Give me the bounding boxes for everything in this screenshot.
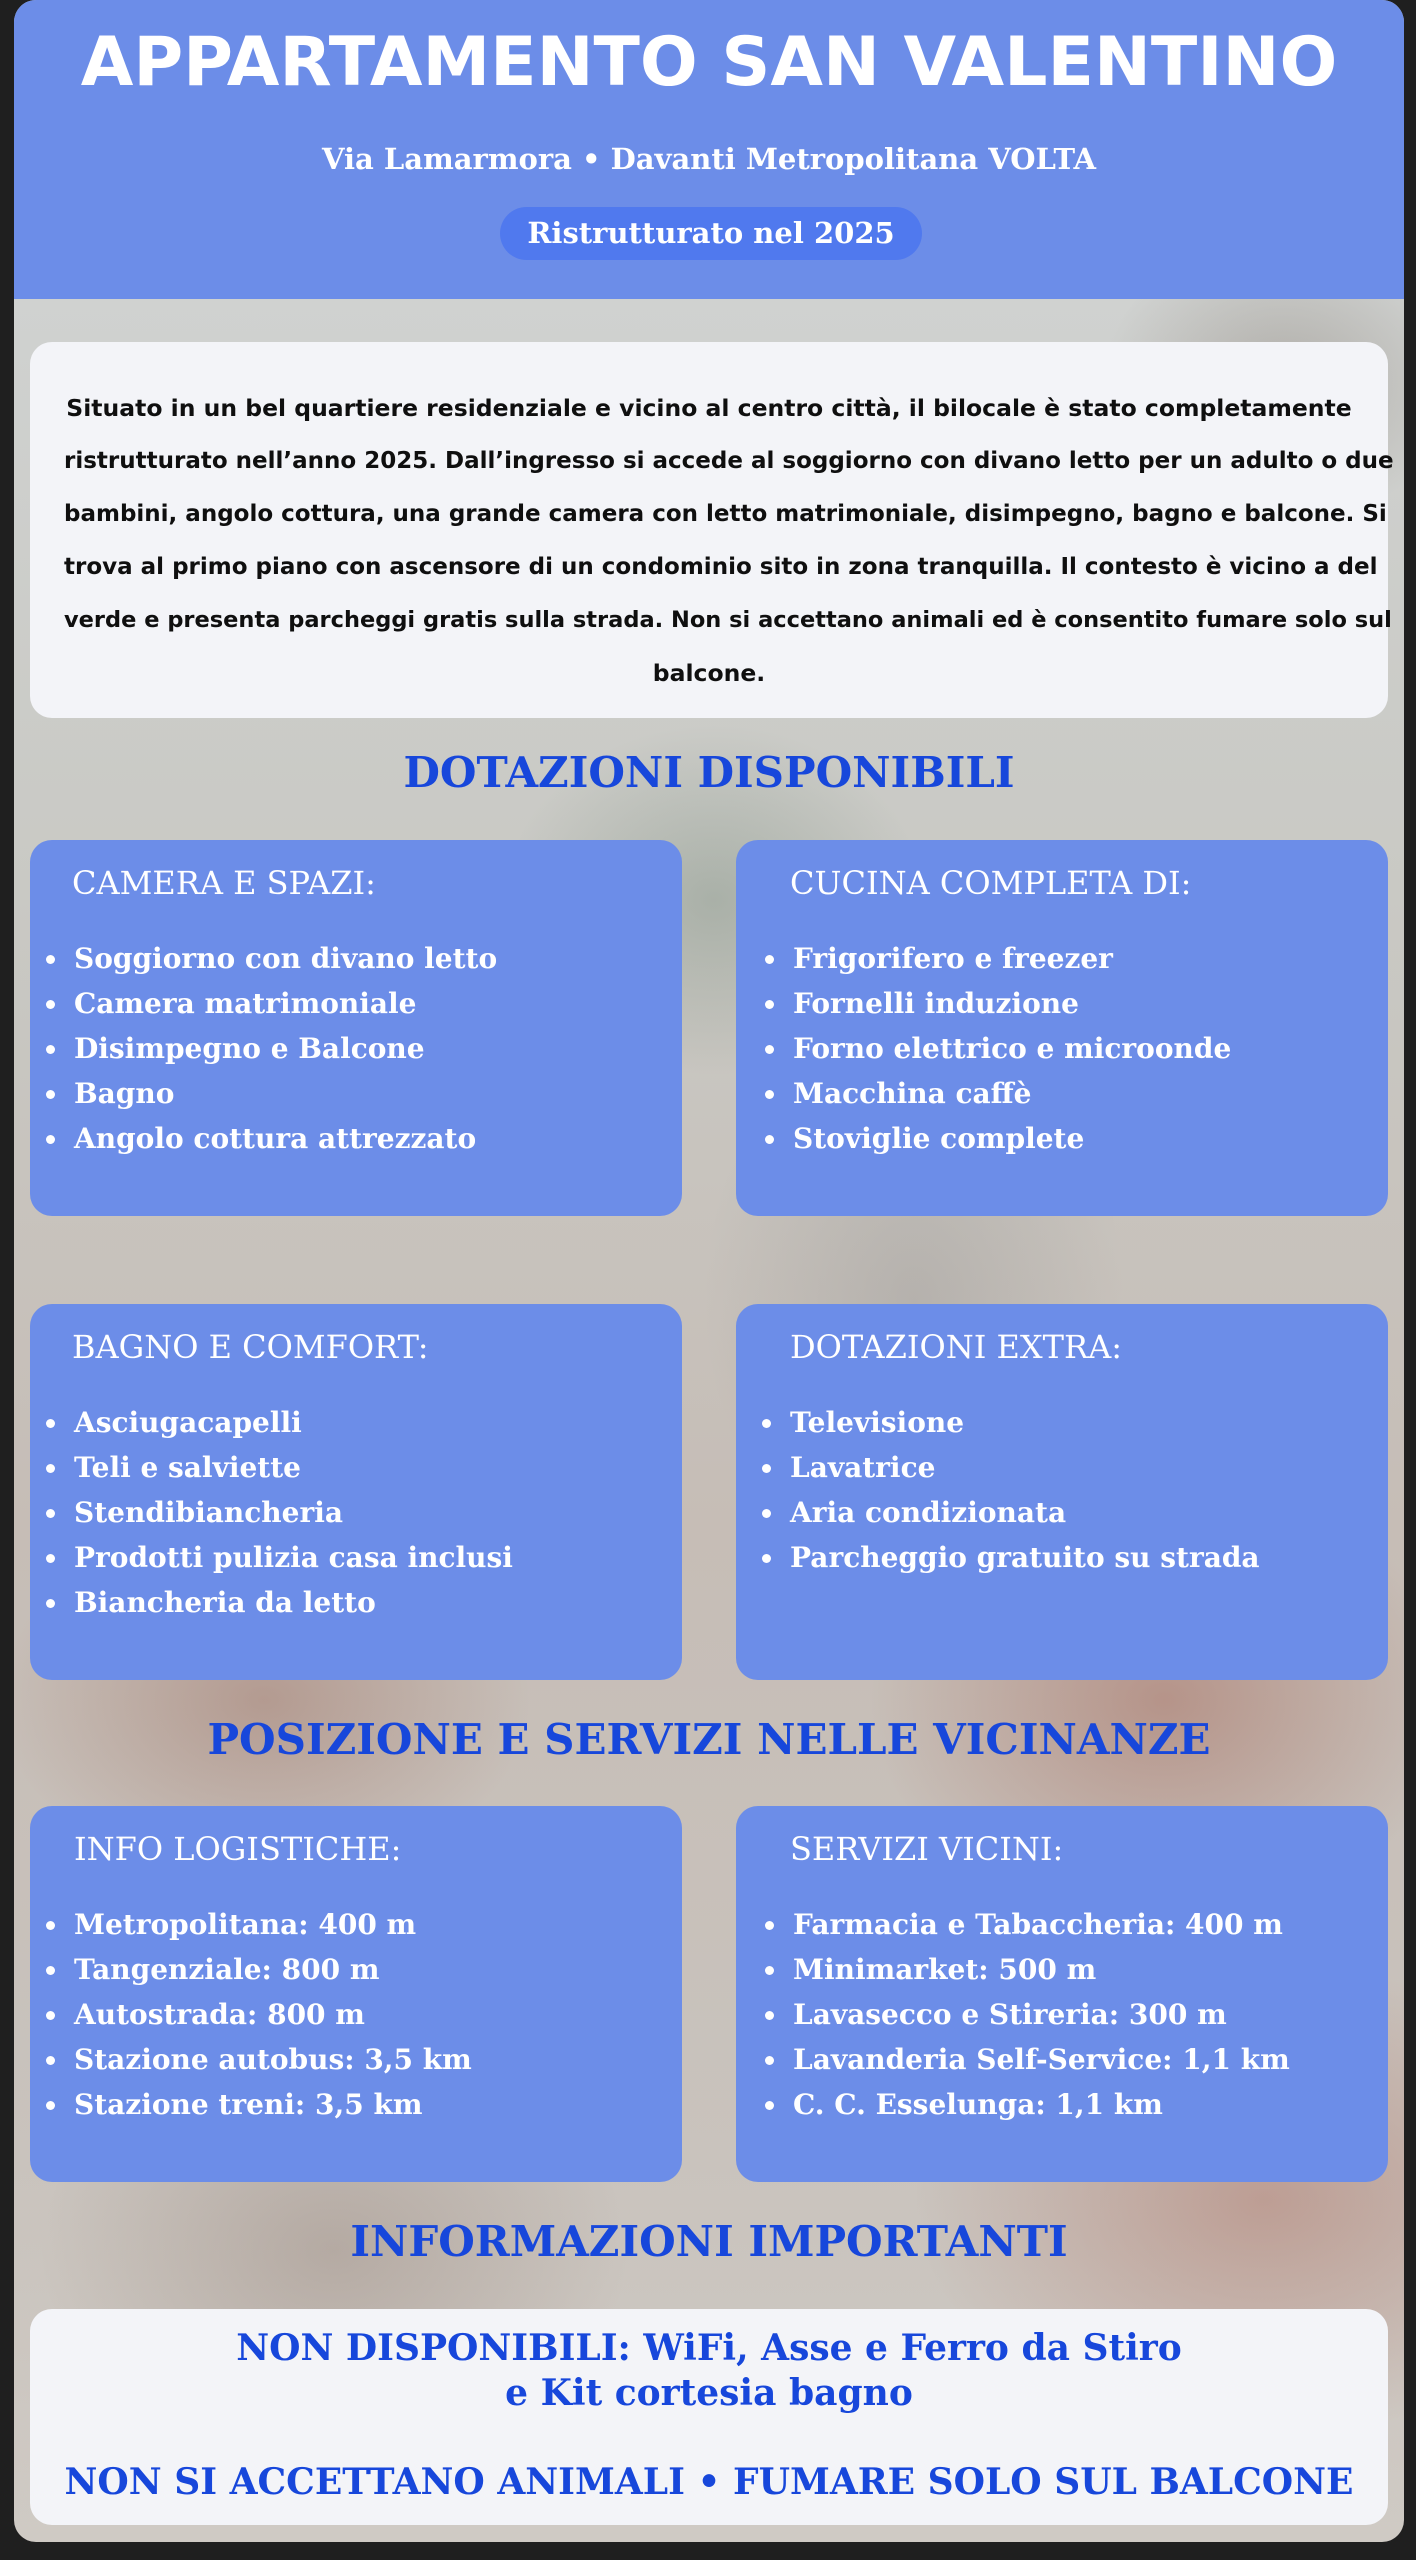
list-item: Macchina caffè xyxy=(793,1071,1231,1116)
header-banner xyxy=(14,0,1404,299)
list-item: Stendibiancheria xyxy=(74,1490,513,1535)
list-item: Lavatrice xyxy=(790,1445,1260,1490)
address-subtitle: Via Lamarmora • Davanti Metropolitana VOLTA xyxy=(322,142,1096,176)
card-title: BAGNO E COMFORT: xyxy=(72,1328,429,1366)
list-item: Angolo cottura attrezzato xyxy=(74,1116,497,1161)
flyer-page xyxy=(14,0,1404,2542)
not-available-line-2: e Kit cortesia bagno xyxy=(505,2372,913,2414)
section-title-informazioni: INFORMAZIONI IMPORTANTI xyxy=(350,2217,1068,2266)
list-item: Fornelli induzione xyxy=(793,981,1231,1026)
description-line: verde e presenta parcheggi gratis sulla strada. Non si accettano animali ed è consentito fumare solo sul xyxy=(64,607,1392,633)
list-item: Metropolitana: 400 m xyxy=(74,1902,472,1947)
list-item: Farmacia e Tabaccheria: 400 m xyxy=(793,1902,1290,1947)
card-list xyxy=(736,936,1231,1161)
list-item: Disimpegno e Balcone xyxy=(74,1026,497,1071)
important-info-panel xyxy=(30,2309,1388,2525)
list-item: Prodotti pulizia casa inclusi xyxy=(74,1535,513,1580)
list-item: C. C. Esselunga: 1,1 km xyxy=(793,2082,1290,2127)
card-list xyxy=(30,1902,472,2127)
card-title: CUCINA COMPLETA DI: xyxy=(790,864,1192,902)
list-item: Asciugacapelli xyxy=(74,1400,513,1445)
list-item: Biancheria da letto xyxy=(74,1580,513,1625)
description-line: balcone. xyxy=(652,659,766,687)
list-item: Frigorifero e freezer xyxy=(793,936,1231,981)
card-extra xyxy=(736,1304,1388,1680)
not-available-line: NON DISPONIBILI: WiFi, Asse e Ferro da Stiro xyxy=(236,2327,1182,2369)
page-title: APPARTAMENTO SAN VALENTINO xyxy=(80,23,1338,102)
list-item: Lavanderia Self-Service: 1,1 km xyxy=(793,2037,1290,2082)
list-item: Stazione autobus: 3,5 km xyxy=(74,2037,472,2082)
description-line: bambini, angolo cottura, una grande camera con letto matrimoniale, disimpegno, bagno e balcone. Si xyxy=(64,501,1387,527)
description-line: trova al primo piano con ascensore di un condominio sito in zona tranquilla. Il contesto è vicino a del xyxy=(64,554,1378,580)
card-list xyxy=(30,1400,513,1625)
list-item: Parcheggio gratuito su strada xyxy=(790,1535,1260,1580)
card-logistica xyxy=(30,1806,682,2182)
card-list xyxy=(736,1902,1290,2127)
card-servizi xyxy=(736,1806,1388,2182)
list-item: Teli e salviette xyxy=(74,1445,513,1490)
card-title: INFO LOGISTICHE: xyxy=(74,1830,402,1868)
list-item: Camera matrimoniale xyxy=(74,981,497,1026)
description-line: Situato in un bel quartiere residenziale e vicino al centro città, il bilocale è stato completamente xyxy=(66,394,1352,422)
card-title: CAMERA E SPAZI: xyxy=(72,864,376,902)
list-item: Televisione xyxy=(790,1400,1260,1445)
rules-line: NON SI ACCETTANO ANIMALI • FUMARE SOLO SUL BALCONE xyxy=(64,2461,1354,2503)
description-panel xyxy=(30,342,1394,718)
card-list xyxy=(736,1400,1260,1580)
list-item: Soggiorno con divano letto xyxy=(74,936,497,981)
list-item: Stazione treni: 3,5 km xyxy=(74,2082,472,2127)
card-list xyxy=(30,936,497,1161)
list-item: Autostrada: 800 m xyxy=(74,1992,472,2037)
section-title-dotazioni: DOTAZIONI DISPONIBILI xyxy=(403,748,1015,797)
list-item: Stoviglie complete xyxy=(793,1116,1231,1161)
list-item: Bagno xyxy=(74,1071,497,1116)
list-item: Tangenziale: 800 m xyxy=(74,1947,472,1992)
section-title-posizione: POSIZIONE E SERVIZI NELLE VICINANZE xyxy=(207,1715,1211,1764)
description-line: ristrutturato nell’anno 2025. Dall’ingresso si accede al soggiorno con divano letto per un adulto o due xyxy=(64,448,1394,474)
card-bagno xyxy=(30,1304,682,1680)
card-camera xyxy=(30,840,682,1216)
list-item: Forno elettrico e microonde xyxy=(793,1026,1231,1071)
card-title: DOTAZIONI EXTRA: xyxy=(790,1328,1122,1366)
list-item: Minimarket: 500 m xyxy=(793,1947,1290,1992)
list-item: Lavasecco e Stireria: 300 m xyxy=(793,1992,1290,2037)
list-item: Aria condizionata xyxy=(790,1490,1260,1535)
card-cucina xyxy=(736,840,1388,1216)
renovated-badge: Ristrutturato nel 2025 xyxy=(500,207,922,260)
card-title: SERVIZI VICINI: xyxy=(790,1830,1064,1868)
